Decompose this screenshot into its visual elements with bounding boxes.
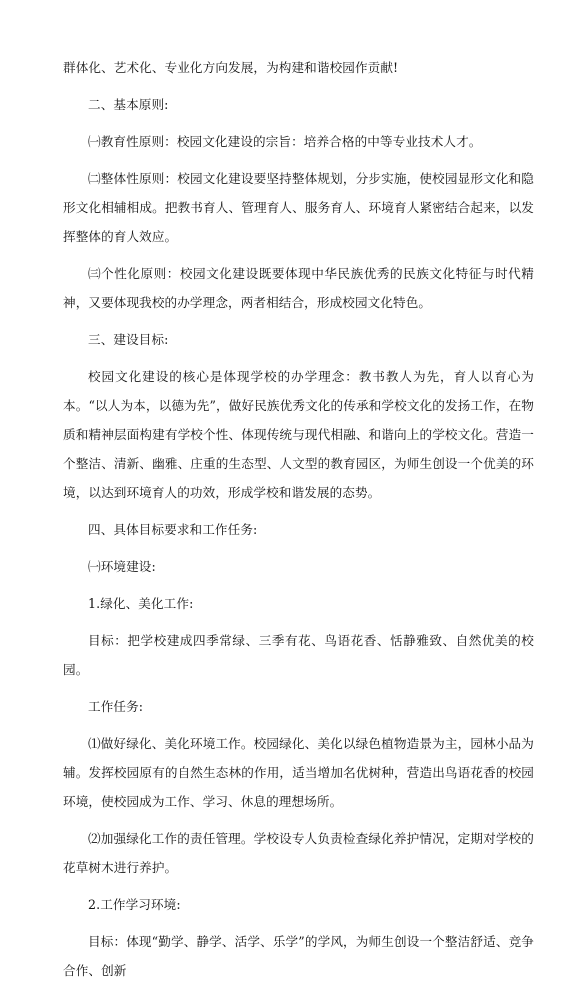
paragraph-principle-integrity: ㈡整体性原则：校园文化建设要坚持整体规划，分步实施，使校园显形文化和隐形文化相辅相成。把教书育人、管理育人、服务育人、环境育人紧密结合起来，以发挥整体的育人效应。 xyxy=(63,171,534,244)
paragraph-task-management: ⑵加强绿化工作的责任管理。学校设专人负责检查绿化养护情况，定期对学校的花草树木进行养护。 xyxy=(63,831,534,875)
heading-basic-principles: 二、基本原则: xyxy=(88,97,169,112)
heading-study-environment: 2.工作学习环境: xyxy=(88,897,181,912)
paragraph-study-target: 目标：体现“勤学、静学、活学、乐学”的学风，为师生创设一个整洁舒适、竞争合作、创新 xyxy=(63,934,534,978)
heading-work-tasks: 工作任务: xyxy=(88,699,144,714)
paragraph-greening-target: 目标：把学校建成四季常绿、三季有花、鸟语花香、恬静雅致、自然优美的校园。 xyxy=(63,633,534,677)
paragraph-goals-core: 校园文化建设的核心是体现学校的办学理念：教书教人为先，育人以育心为本。“以人为本，以德为先”，做好民族优秀文化的传承和学校文化的发扬工作，在物质和精神层面构建有学校个性、体现传统与现代相融、和谐向上的学校文化。营造一个整洁、清新、幽雅、庄重的生态型、人文型的教育园区，为师生创设一个优美的环境，以达到环境育人的功效，形成学校和谐发展的态势。 xyxy=(63,369,534,500)
top-margin xyxy=(0,0,578,53)
paragraph-principle-individuality: ㈢个性化原则：校园文化建设既要体现中华民族优秀的民族文化特征与时代精神，又要体现我校的办学理念，两者相结合，形成校园文化特色。 xyxy=(63,266,534,310)
heading-environment-construction: ㈠环境建设: xyxy=(88,559,156,574)
heading-specific-goals: 四、具体目标要求和工作任务: xyxy=(88,522,258,537)
paragraph-principle-education: ㈠教育性原则：校园文化建设的宗旨：培养合格的中等专业技术人才。 xyxy=(88,134,482,149)
paragraph-intro-continuation: 群体化、艺术化、专业化方向发展，为构建和谐校园作贡献! xyxy=(63,60,399,75)
heading-greening-work: 1.绿化、美化工作: xyxy=(88,596,194,611)
paragraph-task-greening: ⑴做好绿化、美化环境工作。校园绿化、美化以绿色植物造景为主，园林小品为辅。发挥校园原有的自然生态林的作用，适当增加名优树种，营造出鸟语花香的校园环境，使校园成为工作、学习、休息的理想场所。 xyxy=(63,736,534,809)
heading-construction-goals: 三、建设目标: xyxy=(88,332,169,347)
